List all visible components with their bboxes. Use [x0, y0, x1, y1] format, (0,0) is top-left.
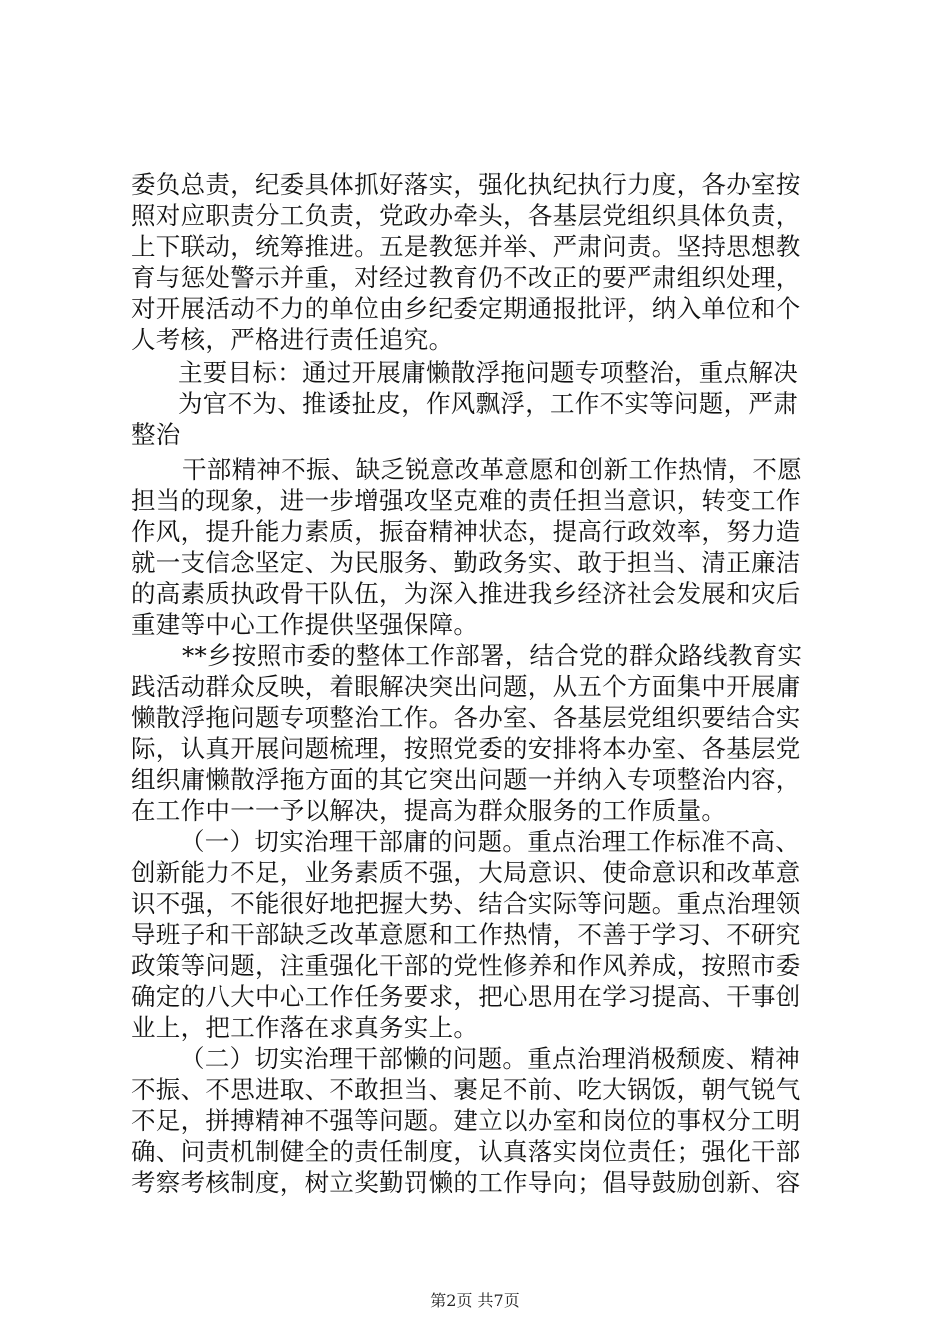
text-line: 不足，拼搏精神不强等问题。建立以办室和岗位的事权分工明 — [131, 1106, 801, 1135]
text-line: 践活动群众反映，着眼解决突出问题，从五个方面集中开展庸 — [131, 672, 801, 701]
text-line: 业上，把工作落在求真务实上。 — [131, 1013, 479, 1042]
text-line: 导班子和干部缺乏改革意愿和工作热情，不善于学习、不研究 — [131, 920, 801, 949]
text-line: 委负总责，纪委具体抓好落实，强化执纪执行力度，各办室按 — [131, 170, 801, 199]
text-line: 对开展活动不力的单位由乡纪委定期通报批评，纳入单位和个 — [131, 294, 801, 323]
text-line: 为官不为、推诿扯皮，作风飘浮，工作不实等问题，严肃 — [178, 389, 798, 418]
text-line: 际，认真开展问题梳理，按照党委的安排将本办室、各基层党 — [131, 734, 801, 763]
text-line: 确、问责机制健全的责任制度，认真落实岗位责任；强化干部 — [131, 1137, 801, 1166]
text-line: 育与惩处警示并重，对经过教育仍不改正的要严肃组织处理， — [131, 263, 801, 292]
text-line: 就一支信念坚定、为民服务、勤政务实、敢于担当、清正廉洁 — [131, 548, 801, 577]
text-line: 懒散浮拖问题专项整治工作。各办室、各基层党组织要结合实 — [131, 703, 801, 732]
text-line: 上下联动，统筹推进。五是教惩并举、严肃问责。坚持思想教 — [131, 232, 801, 261]
text-line: 重建等中心工作提供坚强保障。 — [131, 610, 479, 639]
text-line: 作风，提升能力素质，振奋精神状态，提高行政效率，努力造 — [131, 517, 801, 546]
text-line: 人考核，严格进行责任追究。 — [131, 325, 454, 354]
text-line: 识不强，不能很好地把握大势、结合实际等问题。重点治理领 — [131, 889, 801, 918]
text-line: 整治 — [131, 420, 181, 449]
text-line: 主要目标：通过开展庸懒散浮拖问题专项整治，重点解决 — [178, 358, 798, 387]
text-line: （一）切实治理干部庸的问题。重点治理工作标准不高、 — [180, 827, 800, 856]
text-line: 组织庸懒散浮拖方面的其它突出问题一并纳入专项整治内容， — [131, 765, 801, 794]
text-line: 创新能力不足，业务素质不强，大局意识、使命意识和改革意 — [131, 858, 801, 887]
text-line: 干部精神不振、缺乏锐意改革意愿和创新工作热情，不愿 — [182, 455, 802, 484]
text-line: **乡按照市委的整体工作部署，结合党的群众路线教育实 — [182, 641, 803, 670]
text-line: 确定的八大中心工作任务要求，把心思用在学习提高、干事创 — [131, 982, 801, 1011]
text-line: 在工作中一一予以解决，提高为群众服务的工作质量。 — [131, 796, 727, 825]
text-line: 考察考核制度，树立奖勤罚懒的工作导向；倡导鼓励创新、容 — [131, 1168, 801, 1197]
text-line: （二）切实治理干部懒的问题。重点治理消极颓废、精神 — [180, 1044, 800, 1073]
text-line: 担当的现象，进一步增强攻坚克难的责任担当意识，转变工作 — [131, 486, 801, 515]
text-line: 的高素质执政骨干队伍，为深入推进我乡经济社会发展和灾后 — [131, 579, 801, 608]
page-number-footer: 第2页 共7页 — [430, 1291, 520, 1310]
text-line: 照对应职责分工负责，党政办牵头，各基层党组织具体负责， — [131, 201, 801, 230]
text-line: 不振、不思进取、不敢担当、裹足不前、吃大锅饭，朝气锐气 — [131, 1075, 801, 1104]
text-line: 政策等问题，注重强化干部的党性修养和作风养成，按照市委 — [131, 951, 801, 980]
